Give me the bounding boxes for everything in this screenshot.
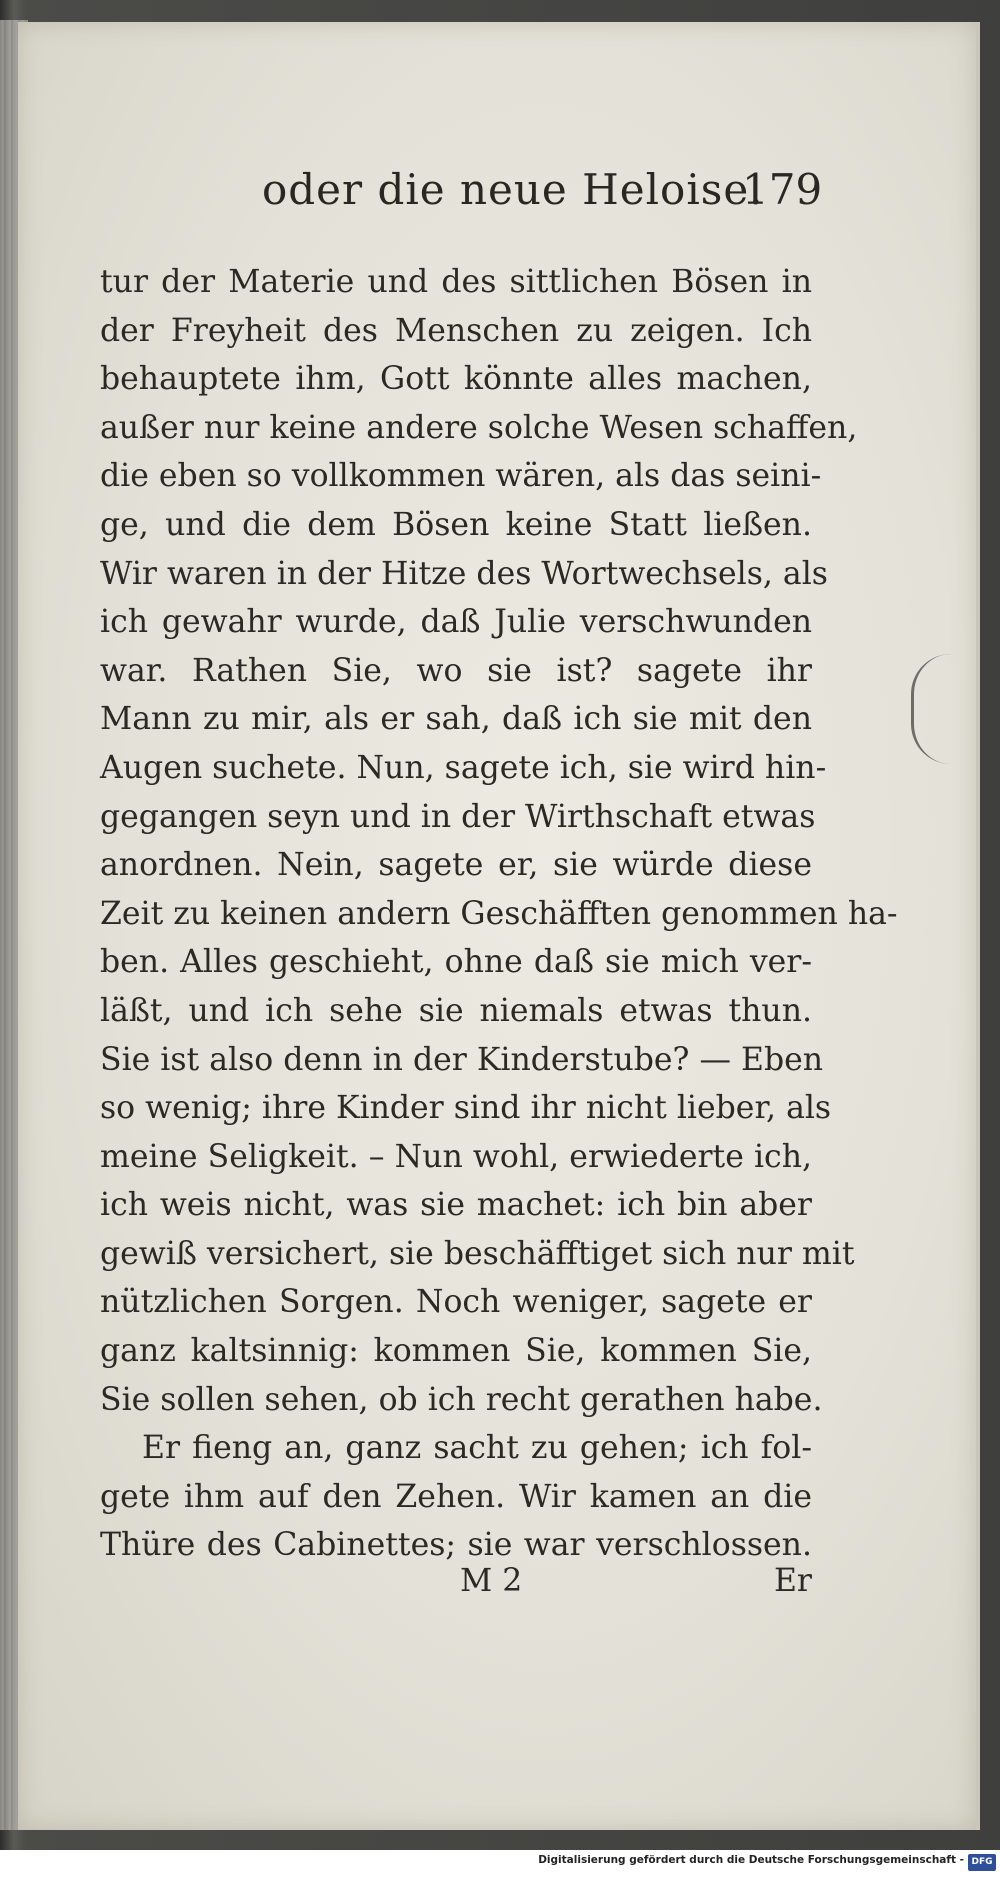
- text-line: so wenig; ihre Kinder sind ihr nicht lieber, als: [100, 1090, 832, 1127]
- text-line: nützlichen Sorgen. Noch weniger, sagete er: [100, 1284, 812, 1321]
- signature-mark: M 2: [460, 1563, 523, 1599]
- text-line: ben. Alles geschieht, ohne daß sie mich ver-: [100, 944, 812, 981]
- text-line: Zeit zu keinen andern Geschäfften genommen ha-: [100, 895, 898, 932]
- text-line: ge, und die dem Bösen keine Statt ließen.: [100, 506, 812, 543]
- text-line: meine Seligkeit. – Nun wohl, erwiederte ich,: [100, 1138, 812, 1175]
- page-edge-curl: [911, 654, 954, 764]
- text-line: Thüre des Cabinettes; sie war verschlossen.: [100, 1527, 812, 1564]
- text-line: gete ihm auf den Zehen. Wir kamen an die: [100, 1478, 812, 1515]
- text-line: ganz kaltsinnig: kommen Sie, kommen Sie,: [100, 1333, 812, 1370]
- page-number: 179: [742, 165, 823, 214]
- digitization-credit-bar: [0, 1850, 1000, 1877]
- text-line: tur der Materie und des sittlichen Bösen in: [100, 264, 812, 300]
- body-text: [100, 258, 898, 1570]
- text-line: der Freyheit des Menschen zu zeigen. Ich: [100, 312, 812, 349]
- text-line: Mann zu mir, als er sah, daß ich sie mit den: [100, 701, 812, 738]
- text-line: Augen suchete. Nun, sagete ich, sie wird hin-: [100, 749, 827, 786]
- text-line: ich weis nicht, was sie machet: ich bin aber: [100, 1187, 812, 1224]
- text-line: ich gewahr wurde, daß Julie verschwunden: [100, 604, 812, 641]
- text-line: Er fieng an, ganz sacht zu gehen; ich fol-: [142, 1430, 812, 1467]
- dfg-logo-icon: DFG: [968, 1854, 996, 1871]
- text-line: war. Rathen Sie, wo sie ist? sagete ihr: [100, 652, 812, 689]
- page-footer: [100, 1563, 812, 1611]
- text-line: die eben so vollkommen wären, als das seini-: [100, 458, 822, 495]
- text-line: anordnen. Nein, sagete er, sie würde diese: [100, 847, 812, 884]
- text-line: Sie sollen sehen, ob ich recht gerathen habe.: [100, 1381, 823, 1418]
- text-line: Wir waren in der Hitze des Wortwechsels, als: [100, 555, 828, 592]
- running-head: oder die neue Heloise.: [262, 165, 764, 214]
- text-line: gegangen seyn und in der Wirthschaft etwas: [100, 798, 816, 835]
- text-line: gewiß versichert, sie beschäfftiget sich nur mit: [100, 1235, 855, 1272]
- text-line: läßt, und ich sehe sie niemals etwas thun.: [100, 992, 812, 1029]
- text-line: Sie ist also denn in der Kinderstube? — Eben: [100, 1041, 824, 1078]
- catchword: Er: [773, 1563, 812, 1599]
- text-line: behauptete ihm, Gott könnte alles machen,: [100, 361, 812, 398]
- text-line: außer nur keine andere solche Wesen schaffen,: [100, 409, 858, 446]
- credit-text: Digitalisierung gefördert durch die Deutsche Forschungsgemeinschaft -: [538, 1854, 964, 1866]
